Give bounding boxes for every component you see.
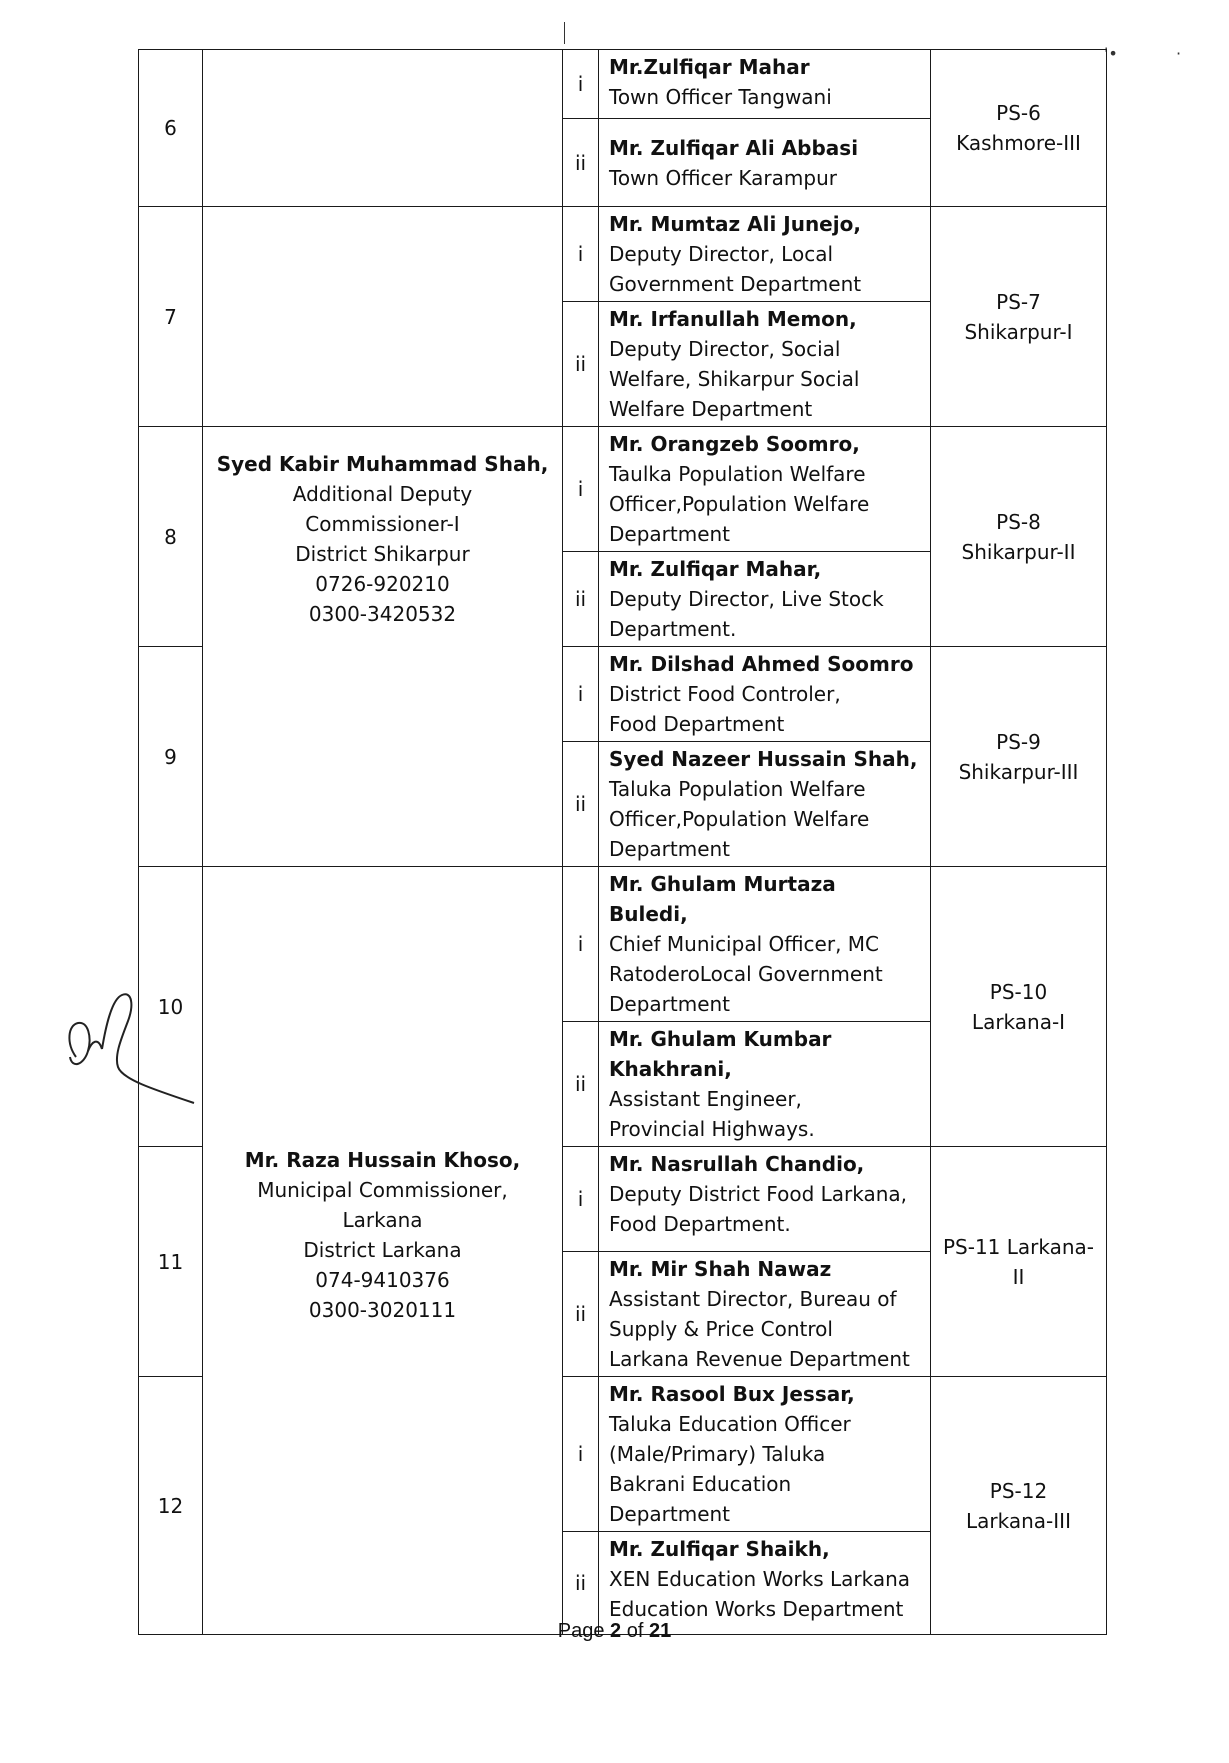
officer-detail: Provincial Highways. bbox=[609, 1117, 815, 1141]
polling-station-name: Shikarpur-III bbox=[958, 759, 1079, 784]
officer-detail: Department bbox=[609, 992, 731, 1016]
officer-detail: XEN Education Works Larkana bbox=[609, 1567, 911, 1591]
polling-station-name: Shikarpur-II bbox=[961, 539, 1076, 564]
officer-marker: ii bbox=[563, 742, 599, 867]
officer-detail: Welfare Department bbox=[609, 397, 813, 421]
returning-officer-detail: Commissioner-I bbox=[305, 512, 460, 536]
polling-station-code: PS-9 bbox=[996, 729, 1041, 754]
officer-name: Mr. Mumtaz Ali Junejo, bbox=[609, 212, 861, 236]
returning-officer-detail: Municipal Commissioner, bbox=[257, 1178, 508, 1202]
officer-detail: Department bbox=[609, 1502, 731, 1526]
returning-officer-cell bbox=[203, 867, 563, 1635]
officer-cell bbox=[599, 867, 931, 1022]
returning-officer-detail: District Shikarpur bbox=[295, 542, 470, 566]
polling-station-code: PS-11 Larkana- bbox=[942, 1234, 1095, 1259]
page-footer bbox=[0, 1620, 1229, 1643]
officer-detail: Town Officer Tangwani bbox=[609, 85, 832, 109]
officer-marker: i bbox=[563, 647, 599, 742]
officer-cell bbox=[599, 742, 931, 867]
polling-station-cell bbox=[931, 1147, 1107, 1377]
officer-detail: Taluka Population Welfare bbox=[609, 777, 866, 801]
officer-cell bbox=[599, 302, 931, 427]
officer-detail: Assistant Engineer, bbox=[609, 1087, 802, 1111]
officer-cell bbox=[599, 50, 931, 119]
polling-station-name: Larkana-III bbox=[966, 1508, 1071, 1533]
officer-detail: District Food Controler, bbox=[609, 682, 841, 706]
officer-detail: Department bbox=[609, 837, 731, 861]
returning-officer-name: Syed Kabir Muhammad Shah, bbox=[216, 452, 549, 476]
officer-cell bbox=[599, 1377, 931, 1532]
page-label: Page bbox=[557, 1620, 611, 1642]
serial-number: 8 bbox=[139, 427, 203, 647]
serial-number: 10 bbox=[139, 867, 203, 1147]
returning-officer-cell bbox=[203, 50, 563, 207]
handwritten-initials-signature bbox=[62, 985, 222, 1110]
officer-detail: Government Department bbox=[609, 272, 862, 296]
polling-station-cell bbox=[931, 867, 1107, 1147]
officer-marker: ii bbox=[563, 1022, 599, 1147]
officer-name-continued: Khakhrani, bbox=[609, 1057, 732, 1081]
serial-number: 11 bbox=[139, 1147, 203, 1377]
polling-station-cell bbox=[931, 50, 1107, 207]
current-page-number: 2 bbox=[610, 1620, 622, 1642]
returning-officer-phone: 074-9410376 bbox=[315, 1268, 450, 1292]
officer-detail: Officer,Population Welfare bbox=[609, 807, 870, 831]
officer-detail: Welfare, Shikarpur Social bbox=[609, 367, 860, 391]
returning-officer-name: Mr. Raza Hussain Khoso, bbox=[244, 1148, 521, 1172]
returning-officer-phone: 0726-920210 bbox=[315, 572, 450, 596]
officer-cell bbox=[599, 1252, 931, 1377]
officer-cell bbox=[599, 427, 931, 552]
table-row bbox=[139, 867, 1107, 1022]
officer-detail: Deputy Director, Social bbox=[609, 337, 841, 361]
serial-number: 6 bbox=[139, 50, 203, 207]
officer-cell bbox=[599, 647, 931, 742]
scan-speck: · bbox=[1176, 44, 1182, 63]
officer-cell bbox=[599, 1147, 931, 1252]
polling-station-name: Shikarpur-I bbox=[964, 319, 1073, 344]
returning-officer-cell bbox=[203, 207, 563, 427]
officer-detail: Chief Municipal Officer, MC bbox=[609, 932, 880, 956]
officer-marker: ii bbox=[563, 1252, 599, 1377]
officer-marker: ii bbox=[563, 119, 599, 207]
officer-marker: i bbox=[563, 1147, 599, 1252]
officer-detail: Food Department bbox=[609, 712, 785, 736]
polling-station-code: PS-6 bbox=[996, 101, 1041, 125]
serial-number: 9 bbox=[139, 647, 203, 867]
officer-detail: Town Officer Karampur bbox=[609, 166, 837, 190]
officer-cell bbox=[599, 207, 931, 302]
officer-cell bbox=[599, 1022, 931, 1147]
officer-name: Mr. Orangzeb Soomro, bbox=[609, 432, 860, 456]
total-page-count: 21 bbox=[648, 1620, 672, 1642]
officer-detail: Department bbox=[609, 522, 731, 546]
officer-detail: Education Works Department bbox=[609, 1597, 904, 1621]
officer-detail: Deputy Director, Live Stock bbox=[609, 587, 884, 611]
polling-station-name: Kashmore-III bbox=[956, 131, 1081, 155]
officer-assignment-table bbox=[138, 49, 1107, 1635]
returning-officer-detail: District Larkana bbox=[303, 1238, 462, 1262]
officer-detail: Deputy District Food Larkana, bbox=[609, 1182, 908, 1206]
officer-detail: Deputy Director, Local bbox=[609, 242, 834, 266]
page-of-label: of bbox=[621, 1620, 649, 1642]
polling-station-code: PS-8 bbox=[996, 509, 1041, 534]
serial-number: 12 bbox=[139, 1377, 203, 1635]
officer-detail: Food Department. bbox=[609, 1212, 791, 1236]
returning-officer-cell bbox=[203, 427, 563, 867]
officer-name: Mr. Rasool Bux Jessar, bbox=[609, 1382, 855, 1406]
polling-station-cell bbox=[931, 647, 1107, 867]
officer-name: Mr. Nasrullah Chandio, bbox=[609, 1152, 865, 1176]
returning-officer-detail: Additional Deputy bbox=[292, 482, 473, 506]
officer-name: Mr. Zulfiqar Ali Abbasi bbox=[609, 136, 859, 160]
serial-number: 7 bbox=[139, 207, 203, 427]
officer-detail: Assistant Director, Bureau of bbox=[609, 1287, 897, 1311]
officer-name: Syed Nazeer Hussain Shah, bbox=[609, 747, 918, 771]
officer-marker: i bbox=[563, 50, 599, 119]
officer-name: Mr. Mir Shah Nawaz bbox=[609, 1257, 832, 1281]
table-row bbox=[139, 50, 1107, 119]
polling-station-cell bbox=[931, 207, 1107, 427]
officer-detail: Bakrani Education bbox=[609, 1472, 792, 1496]
officer-cell bbox=[599, 119, 931, 207]
officer-detail: RatoderoLocal Government bbox=[609, 962, 883, 986]
polling-station-code: PS-7 bbox=[996, 289, 1041, 314]
polling-station-name: II bbox=[1012, 1264, 1025, 1289]
officer-detail: Officer,Population Welfare bbox=[609, 492, 870, 516]
officer-marker: ii bbox=[563, 302, 599, 427]
officer-marker: i bbox=[563, 1377, 599, 1532]
polling-station-cell bbox=[931, 1377, 1107, 1635]
returning-officer-phone: 0300-3020111 bbox=[308, 1298, 457, 1322]
officer-cell bbox=[599, 552, 931, 647]
officer-marker: i bbox=[563, 207, 599, 302]
returning-officer-phone: 0300-3420532 bbox=[308, 602, 457, 626]
officer-detail: (Male/Primary) Taluka bbox=[609, 1442, 826, 1466]
officer-marker: i bbox=[563, 867, 599, 1022]
officer-name: Mr. Zulfiqar Shaikh, bbox=[609, 1537, 830, 1561]
polling-station-name: Larkana-I bbox=[971, 1009, 1066, 1034]
officer-name: Mr. Zulfiqar Mahar, bbox=[609, 557, 822, 581]
officer-detail: Taulka Population Welfare bbox=[609, 462, 866, 486]
officer-name: Mr. Ghulam Murtaza Buledi, bbox=[609, 872, 836, 926]
polling-station-cell bbox=[931, 427, 1107, 647]
officer-marker: ii bbox=[563, 552, 599, 647]
polling-station-code: PS-12 bbox=[989, 1478, 1048, 1503]
table-row bbox=[139, 207, 1107, 302]
officer-name: Mr. Ghulam Kumbar bbox=[609, 1027, 832, 1051]
returning-officer-detail: Larkana bbox=[342, 1208, 423, 1232]
officer-name: Mr. Irfanullah Memon, bbox=[609, 307, 857, 331]
table-row bbox=[139, 427, 1107, 552]
officer-marker: ii bbox=[563, 1532, 599, 1635]
scan-mark bbox=[564, 22, 565, 44]
scan-speck: '• bbox=[1104, 44, 1118, 63]
officer-detail: Larkana Revenue Department bbox=[609, 1347, 910, 1371]
officer-detail: Department. bbox=[609, 617, 737, 641]
officer-name: Mr.Zulfiqar Mahar bbox=[609, 55, 810, 79]
officer-detail: Supply & Price Control bbox=[609, 1317, 833, 1341]
officer-name: Mr. Dilshad Ahmed Soomro bbox=[609, 652, 914, 676]
polling-station-code: PS-10 bbox=[989, 979, 1048, 1004]
officer-marker: i bbox=[563, 427, 599, 552]
officer-detail: Taluka Education Officer bbox=[609, 1412, 851, 1436]
